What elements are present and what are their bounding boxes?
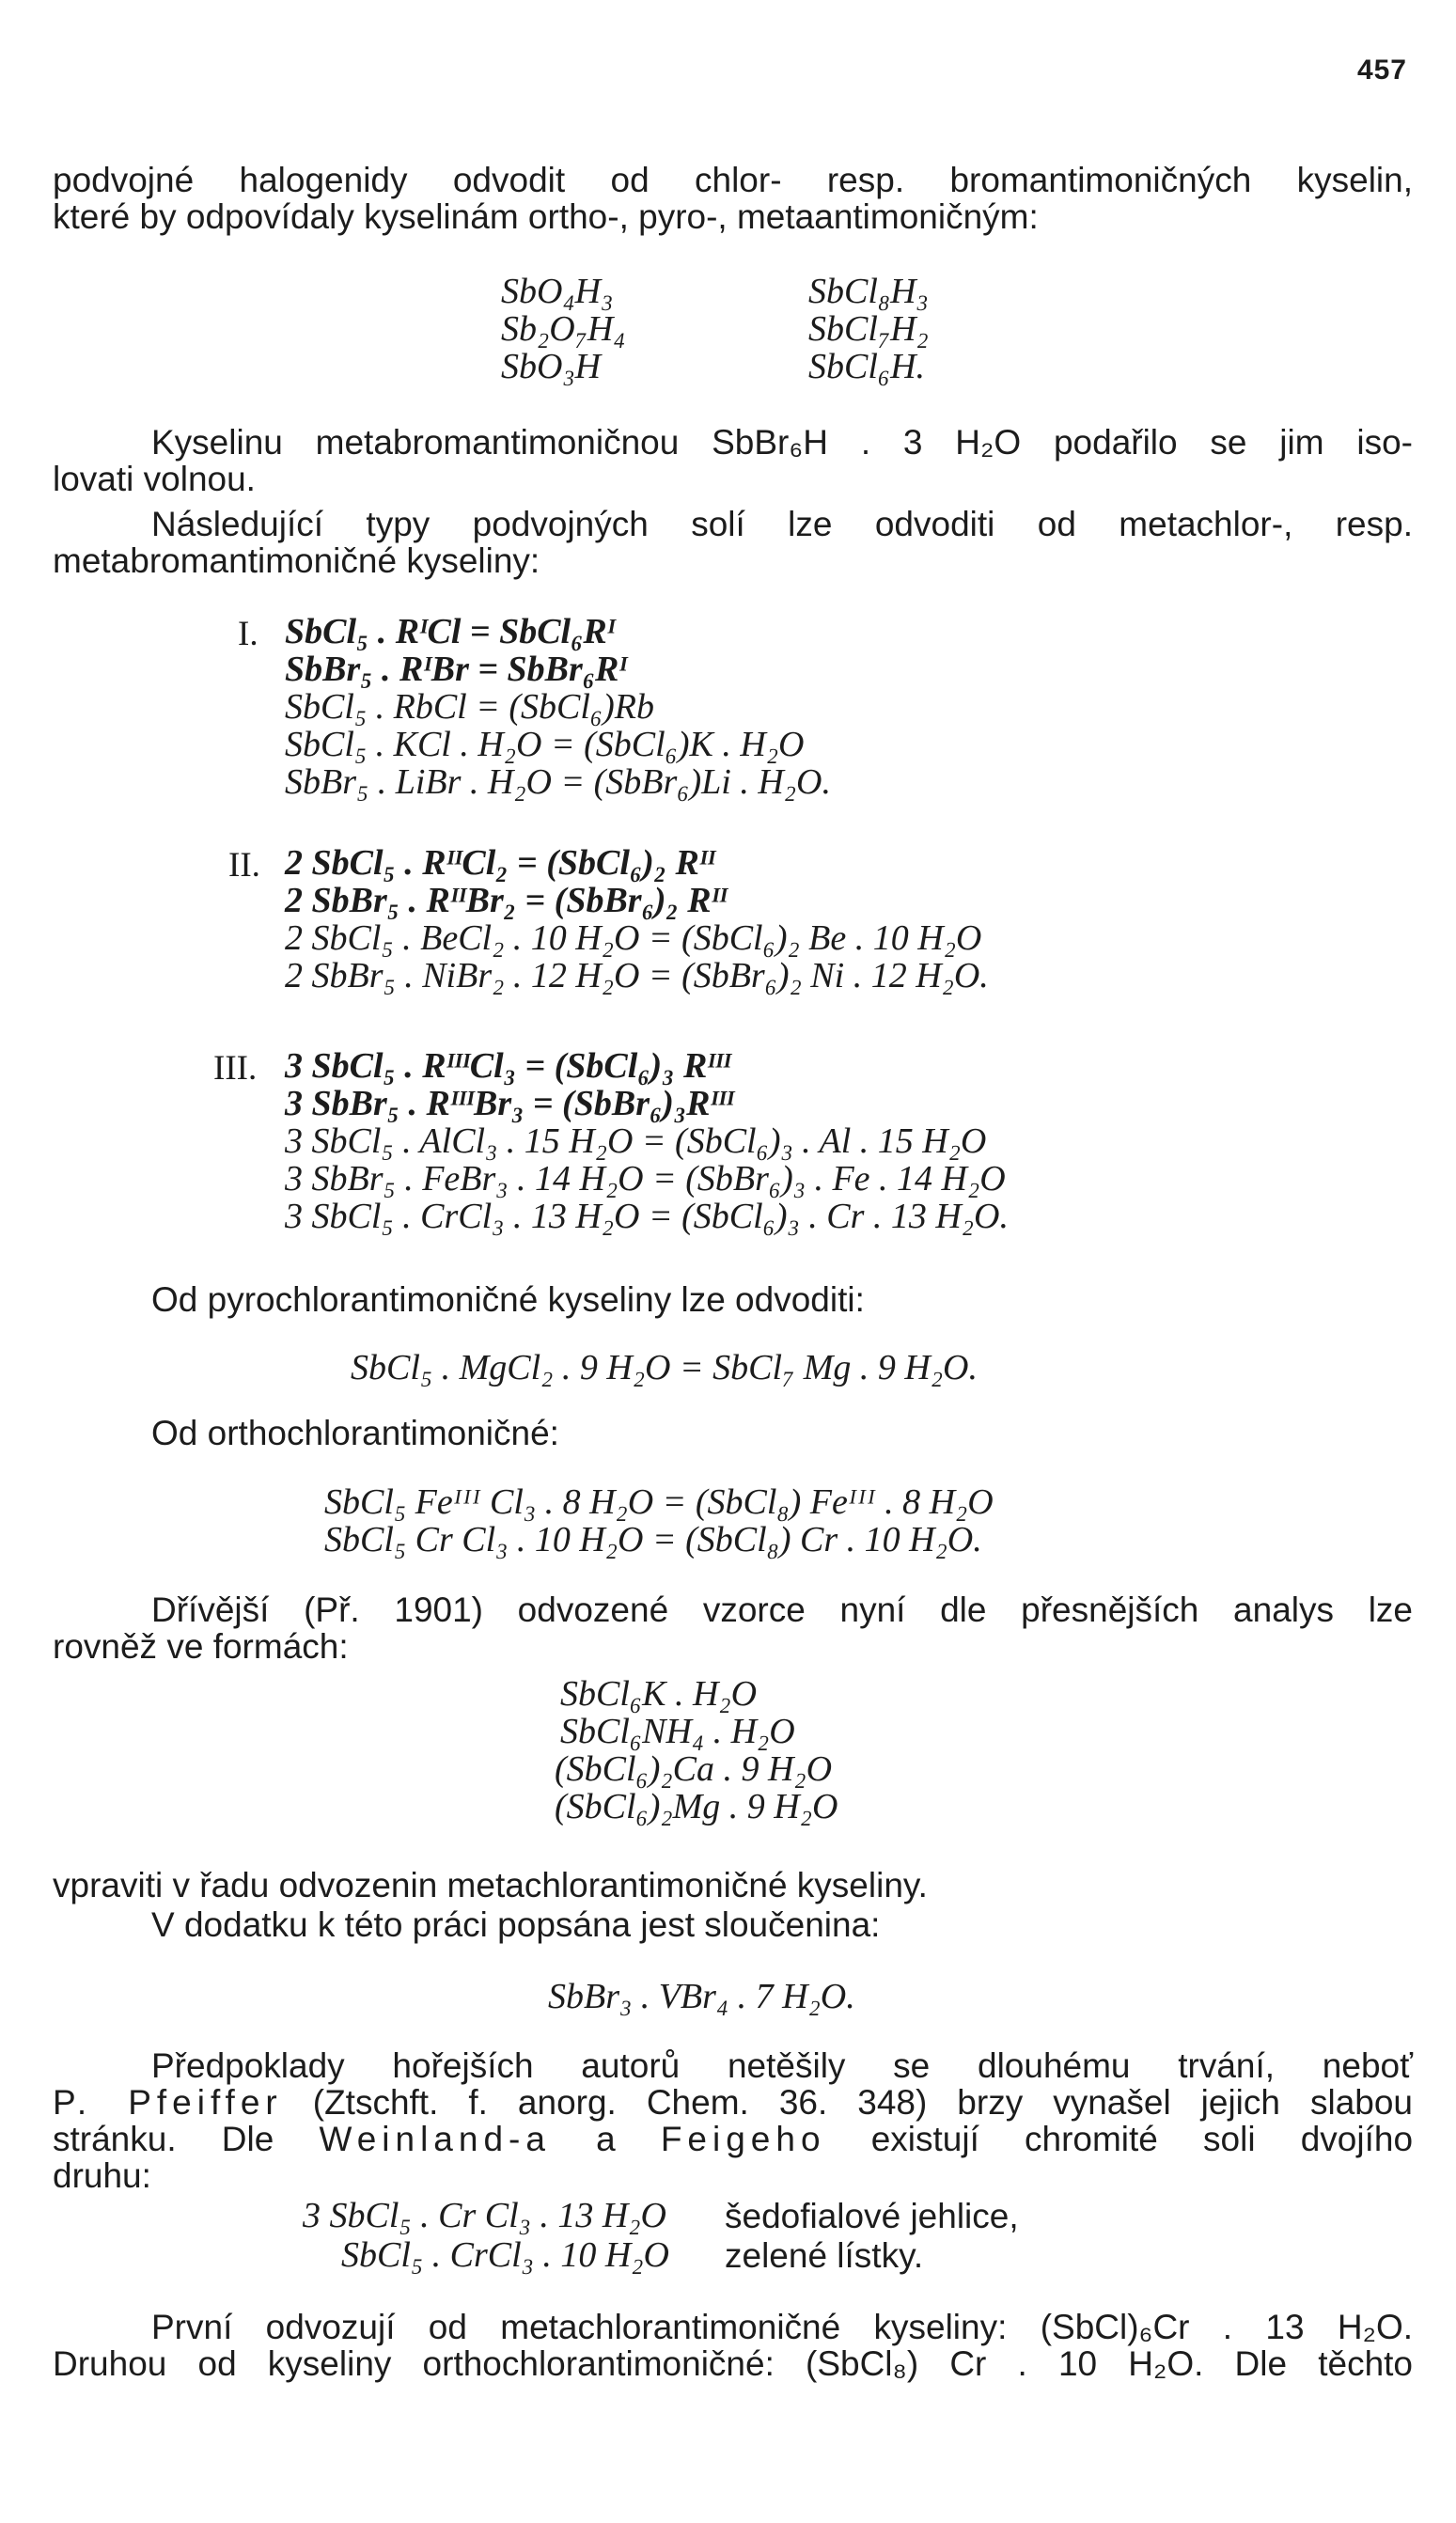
- formula-ortho-acid: SbO₄H₃: [501, 272, 614, 311]
- text-line: [53, 2084, 1413, 2121]
- paragraph-earlier: [53, 1591, 1413, 1665]
- text-line: Dřívější (Př. 1901) odvozené vzorce nyní dle přesnějších analys lze: [151, 1591, 1413, 1629]
- text-line: druhu:: [53, 2156, 151, 2195]
- text-line: Kyselinu metabromantimoničnou SbBr₆H . 3 H₂O podařilo se jim iso-: [151, 423, 1413, 462]
- salt-formula: 3 SbCl₅ . RᴵᴵᴵCl₃ = (SbCl₆)₃ Rᴵᴵᴵ: [285, 1046, 731, 1086]
- formula-form: SbCl₆NH₄ . H₂O: [560, 1712, 795, 1751]
- text-line: Následující typy podvojných solí lze odvoditi od metachlor-, resp.: [151, 505, 1413, 543]
- text-line: metabromantimoničné kyseliny:: [53, 541, 540, 580]
- paragraph-series: [53, 1867, 1413, 1904]
- formula-metachlor-acid: SbCl₆H.: [808, 347, 926, 386]
- salt-formula: 3 SbCl₅ . AlCl₃ . 15 H₂O = (SbCl₆)₃ . Al . 15 H₂O: [285, 1121, 987, 1161]
- salt-formula: 2 SbCl₅ . RᴵᴵCl₂ = (SbCl₆)₂ Rᴵᴵ: [285, 843, 715, 883]
- author-name: Weinland-a: [319, 2120, 551, 2158]
- paragraph-pyro: [53, 1281, 1413, 1318]
- salt-formula: 2 SbCl₅ . BeCl₂ . 10 H₂O = (SbCl₆)₂ Be . 10 H₂O: [285, 918, 982, 958]
- formula-form: (SbCl₆)₂Ca . 9 H₂O: [555, 1749, 833, 1789]
- text-line: které by odpovídaly kyselinám ortho-, pyro-, metaantimoničným:: [53, 197, 1039, 236]
- paragraph-ortho: [53, 1415, 1413, 1451]
- text-fragment: stránku. Dle: [53, 2120, 274, 2158]
- text-line: Předpoklady hořejších autorů netěšily se dlouhému trvání, neboť: [151, 2046, 1413, 2085]
- text-line: lovati volnou.: [53, 460, 256, 498]
- text-line: podvojné halogenidy odvodit od chlor- resp. bromantimoničných kyselin,: [53, 161, 1413, 199]
- salt-formula: 2 SbBr₅ . RᴵᴵBr₂ = (SbBr₆)₂ Rᴵᴵ: [285, 881, 728, 920]
- text-line: šedofialové jehlice,: [725, 2197, 1019, 2235]
- paragraph-metabrom: [53, 424, 1413, 497]
- paragraph-types: [53, 506, 1413, 579]
- equation-pyro: SbCl₅ . MgCl₂ . 9 H₂O = SbCl₇ Mg . 9 H₂O.: [351, 1348, 978, 1387]
- group-label-iii: III.: [213, 1049, 258, 1088]
- text-line: [53, 2121, 1413, 2157]
- formula-chromium-salt: SbCl₅ . CrCl₃ . 10 H₂O: [341, 2235, 669, 2275]
- text-line: vpraviti v řadu odvozenin metachlorantimoničné kyseliny.: [53, 1866, 928, 1904]
- salt-formula: SbBr₅ . LiBr . H₂O = (SbBr₆)Li . H₂O.: [285, 762, 831, 802]
- salt-formula: 3 SbBr₅ . FeBr₃ . 14 H₂O = (SbBr₆)₃ . Fe . 14 H₂O: [285, 1159, 1006, 1199]
- text-fragment: existují chromité soli dvojího: [870, 2120, 1414, 2158]
- text-line: Od orthochlorantimoničné:: [151, 1414, 559, 1452]
- formula-pyro-acid: Sb₂O₇H₄: [501, 309, 626, 349]
- paragraph-first-second: [53, 2309, 1413, 2382]
- paragraph-pfeiffer: [53, 2047, 1413, 2194]
- author-name: P. Pfeiffer: [53, 2083, 283, 2122]
- paragraph-appendix: [53, 1906, 1413, 1943]
- formula-orthochlor-acid: SbCl₈H₃: [808, 272, 929, 311]
- salt-description: [725, 2237, 1195, 2274]
- paragraph-intro: [53, 162, 1413, 235]
- salt-formula: SbCl₅ . RbCl = (SbCl₆)Rb: [285, 687, 655, 727]
- formula-chromium-salt: 3 SbCl₅ . Cr Cl₃ . 13 H₂O: [303, 2196, 666, 2235]
- salt-formula: 2 SbBr₅ . NiBr₂ . 12 H₂O = (SbBr₆)₂ Ni . 12 H₂O.: [285, 956, 989, 995]
- text-fragment: (Ztschft. f. anorg. Chem. 36. 348) brzy vynašel jejich slabou: [312, 2083, 1414, 2122]
- equation-ortho-cr: SbCl₅ Cr Cl₃ . 10 H₂O = (SbCl₈) Cr . 10 H₂O.: [324, 1520, 982, 1559]
- text-line: Od pyrochlorantimoničné kyseliny lze odvoditi:: [151, 1280, 865, 1319]
- equation-vanadium: SbBr₃ . VBr₄ . 7 H₂O.: [548, 1977, 855, 2016]
- salt-formula: 3 SbBr₅ . RᴵᴵᴵBr₃ = (SbBr₆)₃Rᴵᴵᴵ: [285, 1084, 734, 1123]
- group-label-ii: II.: [228, 846, 260, 885]
- salt-formula: SbBr₅ . RᴵBr = SbBr₆Rᴵ: [285, 650, 627, 689]
- text-line: zelené lístky.: [725, 2236, 924, 2275]
- formula-form: (SbCl₆)₂Mg . 9 H₂O: [555, 1787, 838, 1826]
- formula-form: SbCl₆K . H₂O: [560, 1674, 758, 1714]
- salt-formula: SbCl₅ . KCl . H₂O = (SbCl₆)K . H₂O: [285, 725, 805, 764]
- salt-formula: 3 SbCl₅ . CrCl₃ . 13 H₂O = (SbCl₆)₃ . Cr . 13 H₂O.: [285, 1197, 1009, 1236]
- author-name: Feigeho: [660, 2120, 826, 2158]
- text-line: Druhou od kyseliny orthochlorantimoničné: (SbCl₈) Cr . 10 H₂O. Dle těchto: [53, 2344, 1413, 2383]
- formula-meta-acid: SbO₃H: [501, 347, 602, 386]
- formula-pyrochlor-acid: SbCl₇H₂: [808, 309, 929, 349]
- salt-description: [725, 2198, 1195, 2234]
- text-line: rovněž ve formách:: [53, 1627, 349, 1666]
- text-line: První odvozují od metachlorantimoničné kyseliny: (SbCl)₆Cr . 13 H₂O.: [151, 2308, 1413, 2346]
- salt-formula: SbCl₅ . RᴵCl = SbCl₆Rᴵ: [285, 612, 616, 651]
- equation-ortho-fe: SbCl₅ Feᴵᴵᴵ Cl₃ . 8 H₂O = (SbCl₈) Feᴵᴵᴵ . 8 H₂O: [324, 1482, 994, 1522]
- page-number: 457: [1356, 55, 1407, 86]
- group-label-i: I.: [238, 615, 258, 653]
- text-fragment: a: [596, 2120, 616, 2158]
- text-line: V dodatku k této práci popsána jest sloučenina:: [151, 1905, 881, 1944]
